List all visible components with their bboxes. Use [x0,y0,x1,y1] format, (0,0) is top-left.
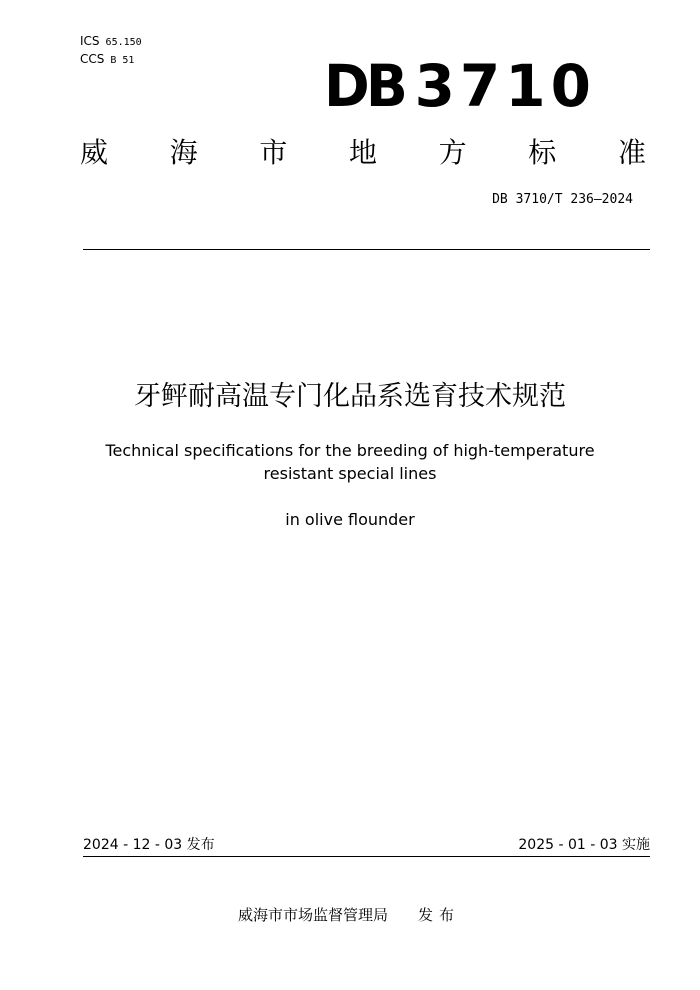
issue-date: 2024 - 12 - 03 发布 [83,837,215,853]
title-chinese: 牙鲆耐高温专门化品系选育技术规范 [134,381,566,412]
top-divider [83,249,650,250]
ccs-classification [80,52,134,68]
standard-type-char: 海 [169,136,198,169]
standard-type-char: 标 [528,136,557,169]
standard-type-heading [80,136,646,170]
ccs-label: CCS [80,52,105,66]
standard-type-char: 方 [438,136,467,169]
db-logo-prefix: DB [324,52,405,120]
ics-code: 65.150 [105,37,142,48]
standard-type-char: 准 [617,136,646,169]
standard-number: DB 3710/T 236—2024 [492,192,633,207]
ics-label: ICS [80,34,100,48]
title-english-line-3: in olive flounder [285,510,415,529]
standard-type-char: 地 [348,136,377,169]
publish-action: 发布 [418,906,461,924]
ics-classification [80,34,142,50]
publisher-line [238,905,460,925]
db-logo-number: 3710 [414,52,596,120]
standard-type-char: 威 [80,136,109,169]
implementation-date: 2025 - 01 - 03 实施 [518,837,650,853]
title-english-line-2: resistant special lines [263,464,437,483]
db-logo [324,54,596,118]
publisher-name: 威海市市场监督管理局 [238,906,389,924]
standard-type-char: 市 [259,136,288,169]
ccs-code: B 51 [110,55,135,66]
title-english-line-1: Technical specifications for the breeding of high-temperature [105,441,595,460]
bottom-divider [83,856,650,857]
